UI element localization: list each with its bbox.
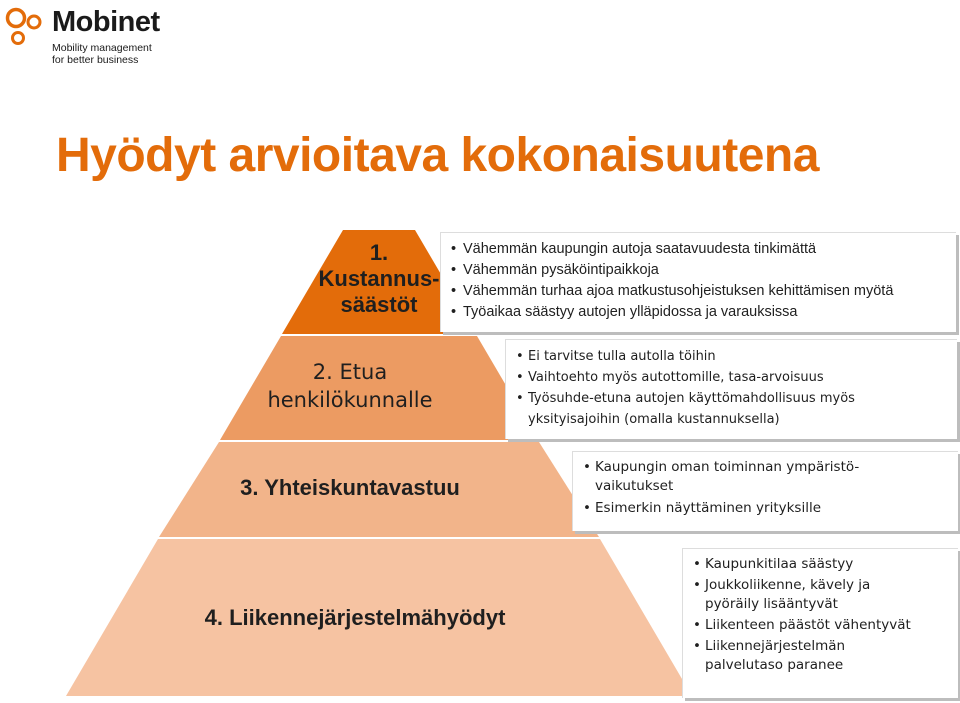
level-label-line: Kustannus- [318, 266, 440, 291]
level-3-label [220, 475, 480, 501]
bullet-item: • Liikennejärjestelmän palvelutaso paranee [691, 637, 875, 675]
bullet-item: • Vähemmän turhaa ajoa matkustusohjeistuksen kehittämisen myötä [449, 281, 956, 302]
logo-name: Mobinet [52, 6, 160, 38]
level-1-bullets-box [440, 232, 956, 332]
bullet-item: • Ei tarvitse tulla autolla töihin [514, 346, 957, 367]
level-4-bullets-box [682, 548, 958, 698]
logo-tagline-line: Mobility management [52, 42, 152, 54]
level-2-label [250, 358, 450, 414]
bullet-item: • Vaihtoehto myös autottomille, tasa-arvoisuus [514, 367, 957, 388]
level-label-line: 2. Etua [312, 360, 388, 384]
bullet-item: • Kaupunkitilaa säästyy [691, 555, 958, 574]
level-2-bullets-box [505, 339, 957, 439]
bullet-list [514, 346, 957, 430]
bullet-item: • Vähemmän pysäköintipaikkoja [449, 260, 956, 281]
page-title: Hyödyt arvioitava kokonaisuutena [56, 129, 819, 182]
bullet-item: • Liikenteen päästöt vähentyvät [691, 616, 958, 635]
bullet-item: • Kaupungin oman toiminnan ympäristö-vaikutukset [581, 458, 875, 496]
bullet-item: • Työaikaa säästyy autojen ylläpidossa ja varauksissa [449, 302, 956, 323]
bullet-list [449, 239, 956, 323]
level-label-line: säästöt [340, 292, 418, 317]
bullet-list [691, 555, 958, 675]
bullet-item: • Esimerkin näyttäminen yrityksille [581, 499, 958, 518]
level-label-line: 1. [369, 240, 389, 265]
logo-tagline-line: for better business [52, 54, 139, 66]
level-label-line: 3. Yhteiskuntavastuu [240, 475, 460, 500]
bullet-item: • Vähemmän kaupungin autoja saatavuudesta tinkimättä [449, 239, 956, 260]
level-4-label [190, 605, 520, 631]
level-label-line: henkilökunnalle [267, 388, 433, 412]
bullet-item: • Joukkoliikenne, kävely ja pyöräily lisääntyvät [691, 576, 895, 614]
bullet-list [581, 458, 958, 518]
level-label-line: 4. Liikennejärjestelmähyödyt [204, 605, 506, 630]
level-3-bullets-box [572, 451, 958, 531]
bullet-item: • Työsuhde-etuna autojen käyttömahdollisuus myös yksityisajoihin (omalla kustannuksella) [514, 388, 888, 430]
